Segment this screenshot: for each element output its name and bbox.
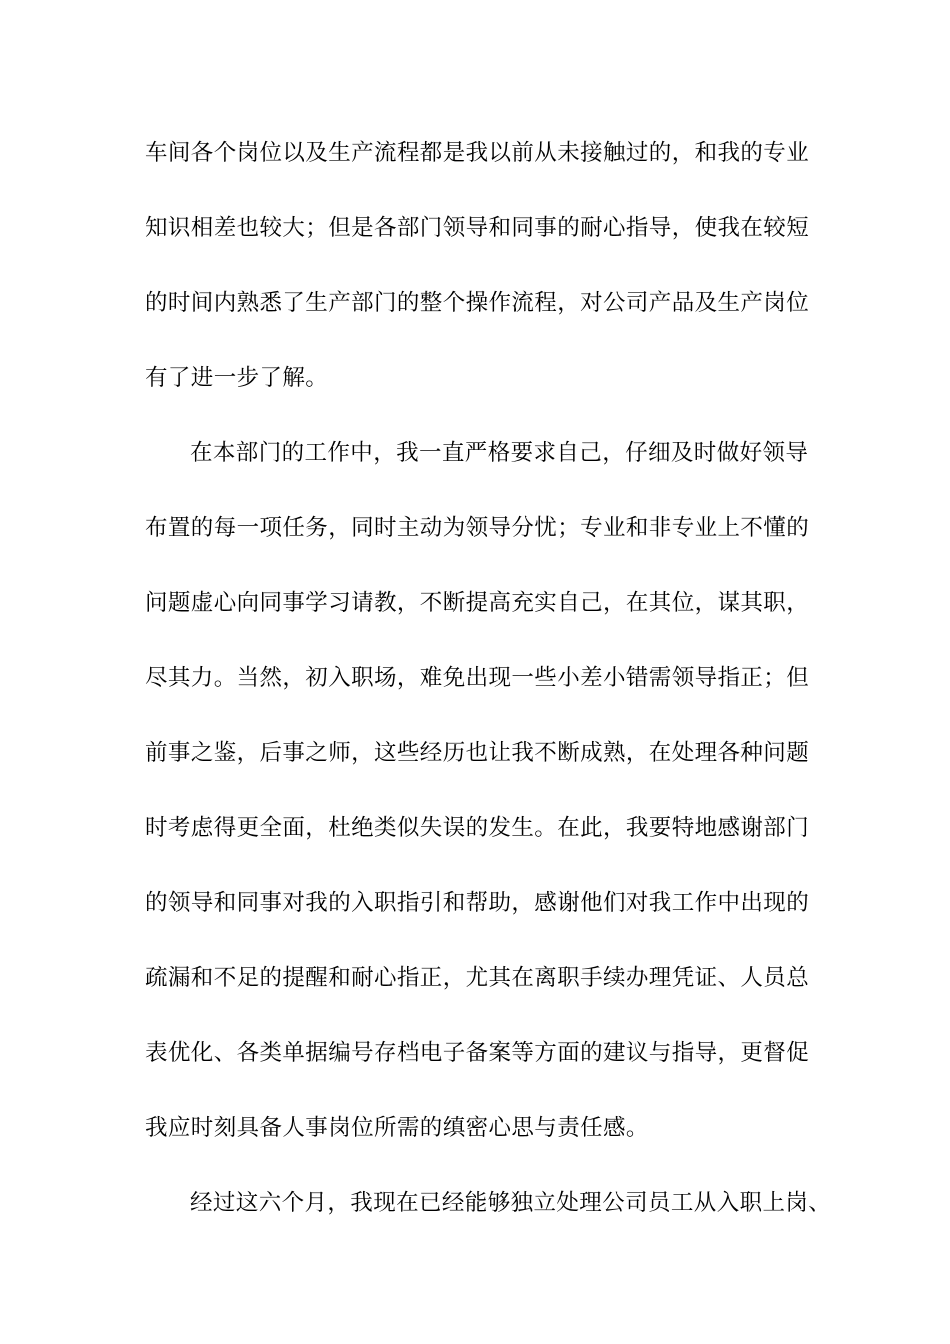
text-line: 知识相差也较大；但是各部门领导和同事的耐心指导，使我在较短 <box>145 215 810 241</box>
text-line: 布置的每一项任务，同时主动为领导分忧；专业和非专业上不懂的 <box>145 515 810 541</box>
text-line: 时考虑得更全面，杜绝类似失误的发生。在此，我要特地感谢部门 <box>145 815 810 841</box>
text-line: 的时间内熟悉了生产部门的整个操作流程，对公司产品及生产岗位 <box>145 290 810 316</box>
text-line: 的领导和同事对我的入职指引和帮助，感谢他们对我工作中出现的 <box>145 890 810 916</box>
text-line: 尽其力。当然，初入职场，难免出现一些小差小错需领导指正；但 <box>145 665 810 691</box>
text-line: 有了进一步了解。 <box>145 365 329 391</box>
text-line: 问题虚心向同事学习请教，不断提高充实自己，在其位，谋其职， <box>145 590 810 616</box>
text-line: 前事之鉴，后事之师，这些经历也让我不断成熟，在处理各种问题 <box>145 740 810 766</box>
paragraph-first-line: 经过这六个月，我现在已经能够独立处理公司员工从入职上岗、 <box>190 1190 832 1216</box>
text-line: 表优化、各类单据编号存档电子备案等方面的建议与指导，更督促 <box>145 1040 810 1066</box>
paragraph-first-line: 在本部门的工作中，我一直严格要求自己，仔细及时做好领导 <box>190 440 809 466</box>
text-line: 疏漏和不足的提醒和耐心指正，尤其在离职手续办理凭证、人员总 <box>145 965 810 991</box>
text-line: 我应时刻具备人事岗位所需的缜密心思与责任感。 <box>145 1115 649 1141</box>
text-line: 车间各个岗位以及生产流程都是我以前从未接触过的，和我的专业 <box>145 140 810 166</box>
